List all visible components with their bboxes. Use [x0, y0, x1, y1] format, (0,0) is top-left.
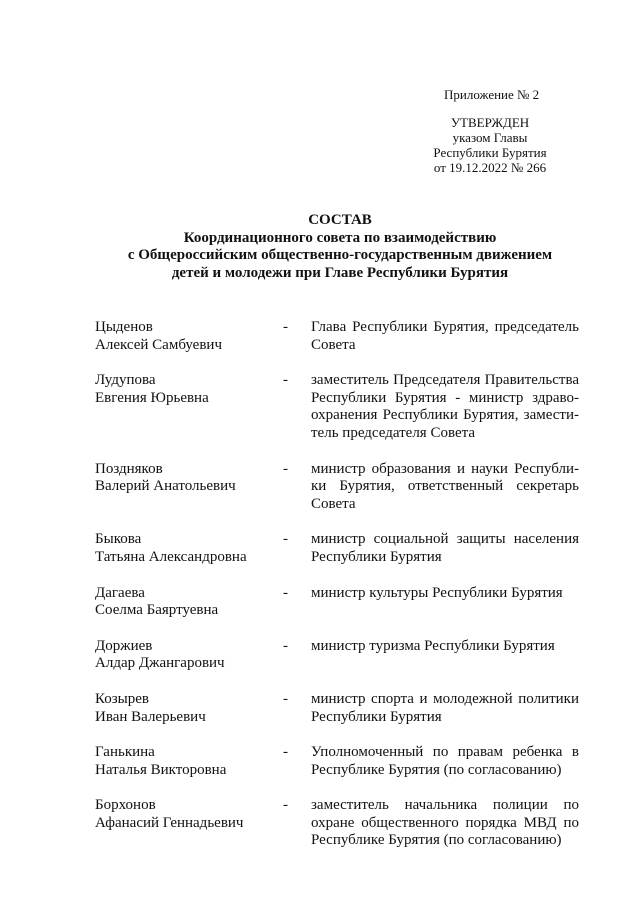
member-role: [311, 585, 579, 603]
member-surname: Цыденов: [95, 319, 153, 335]
member-row: [95, 797, 585, 850]
member-row: [95, 319, 585, 354]
member-given-name: Валерий Анатольевич: [95, 478, 236, 495]
member-role: [311, 461, 579, 514]
member-row: [95, 585, 585, 620]
member-surname: Лудупова: [95, 372, 156, 389]
member-role-line: министр культуры Республики Бурятия: [311, 584, 563, 601]
member-separator: -: [283, 460, 288, 477]
title-heading: СОСТАВ: [308, 212, 372, 228]
member-role-line: министр спорта и молодежной политики: [311, 690, 579, 707]
member-name: [95, 585, 283, 620]
member-surname: Козырев: [95, 690, 150, 707]
member-role-line: Совета: [311, 495, 356, 512]
member-role: [311, 531, 579, 566]
member-surname: Ганькина: [95, 744, 155, 761]
member-role-line: тель председателя Совета: [311, 424, 476, 441]
member-name: [95, 531, 283, 566]
member-separator: -: [283, 637, 288, 654]
member-name: [95, 461, 283, 496]
member-role: [311, 691, 579, 726]
member-separator: -: [283, 531, 288, 548]
member-surname: Быкова: [95, 531, 142, 548]
member-role-line: Республике Бурятия (по согласованию): [311, 832, 562, 849]
member-name: [95, 797, 283, 832]
member-separator: -: [283, 744, 288, 761]
title-line: Координационного совета по взаимодействию: [183, 229, 497, 246]
approval-line: УТВЕРЖДЕН: [450, 115, 530, 130]
member-separator: -: [283, 797, 288, 814]
member-role-line: Республики Бурятия: [311, 548, 442, 565]
approval-date-line: от 19.12.2022 № 266: [433, 160, 547, 175]
member-name: [95, 744, 283, 779]
member-given-name: Афанасий Геннадьевич: [95, 814, 244, 831]
member-separator: -: [283, 319, 288, 335]
member-row: [95, 744, 585, 779]
member-separator: -: [283, 372, 288, 389]
member-role-line: Республики Бурятия - министр здраво-: [311, 389, 579, 406]
member-name: [95, 691, 283, 726]
member-row: [95, 691, 585, 726]
member-role-line: заместитель Председателя Правительства: [311, 372, 579, 389]
member-row: [95, 638, 585, 673]
member-surname: Поздняков: [95, 460, 163, 477]
member-role-line: охранения Республики Бурятия, замести-: [311, 407, 579, 424]
appendix-label: Приложение № 2: [444, 87, 540, 102]
member-role: [311, 372, 579, 442]
member-name: [95, 372, 283, 407]
member-given-name: Иван Валерьевич: [95, 708, 206, 725]
member-surname: Доржиев: [95, 637, 153, 654]
title-line: с Общероссийским общественно-государственным движением: [127, 247, 553, 263]
member-separator: -: [283, 690, 288, 707]
member-role-line: Республики Бурятия: [311, 708, 442, 725]
title-line: детей и молодежи при Главе Республики Бурятия: [171, 264, 509, 281]
member-role-line: охране общественного порядка МВД по: [311, 814, 579, 831]
member-role: [311, 797, 579, 850]
approval-line: указом Главы: [452, 130, 528, 145]
member-role-line: министр социальной защиты населения: [311, 531, 579, 548]
member-role-line: Уполномоченный по правам ребенка в: [311, 744, 579, 761]
member-given-name: Наталья Викторовна: [95, 761, 227, 778]
members-list: [95, 319, 585, 868]
document-title: [60, 212, 620, 282]
approval-stamp: [425, 115, 555, 175]
member-row: [95, 372, 585, 442]
member-name: [95, 638, 283, 673]
member-role: [311, 638, 579, 656]
member-given-name: Татьяна Александровна: [95, 548, 247, 565]
approval-line: Республики Бурятия: [433, 145, 547, 160]
member-given-name: Алексей Самбуевич: [95, 336, 222, 353]
member-role-line: Совета: [311, 336, 356, 353]
member-role: [311, 319, 579, 354]
member-row: [95, 531, 585, 566]
member-given-name: Евгения Юрьевна: [95, 389, 209, 406]
member-row: [95, 461, 585, 514]
member-role-line: Глава Республики Бурятия, председатель: [311, 319, 579, 335]
member-surname: Дагаева: [95, 584, 145, 601]
member-role: [311, 744, 579, 779]
member-role-line: Республике Бурятия (по согласованию): [311, 761, 562, 778]
member-role-line: заместитель начальника полиции по: [311, 797, 579, 814]
member-role-line: ки Бурятия, ответственный секретарь: [311, 478, 579, 495]
member-surname: Борхонов: [95, 797, 156, 814]
member-given-name: Алдар Джангарович: [95, 655, 225, 672]
member-given-name: Соелма Баяртуевна: [95, 602, 219, 619]
member-separator: -: [283, 584, 288, 601]
member-role-line: министр туризма Республики Бурятия: [311, 637, 555, 654]
member-role-line: министр образования и науки Республи-: [311, 460, 579, 477]
member-name: [95, 319, 283, 354]
